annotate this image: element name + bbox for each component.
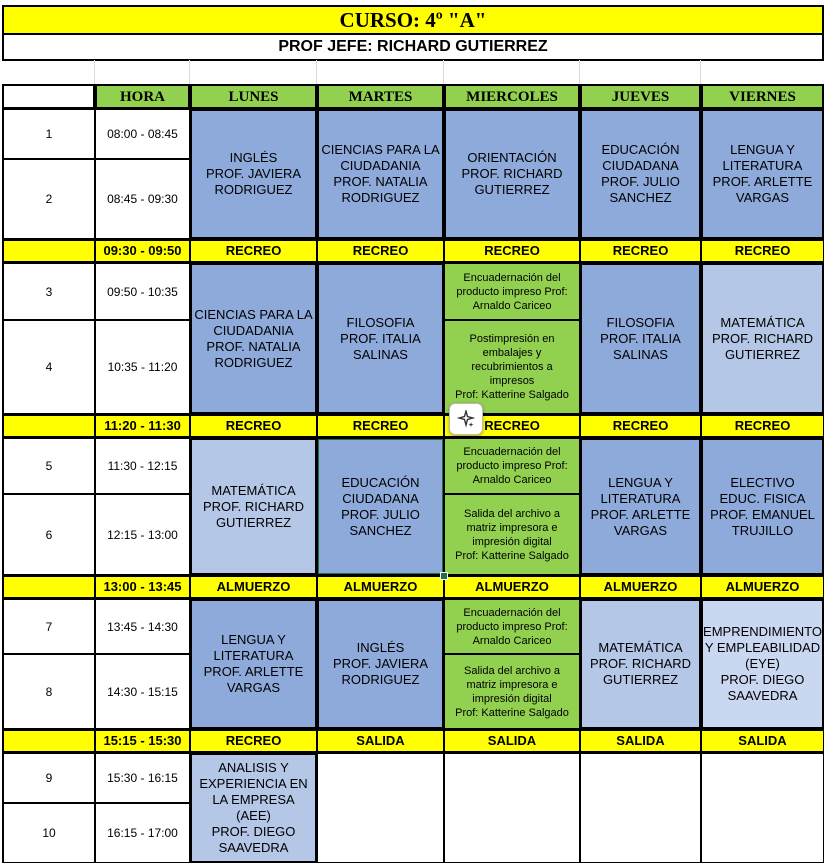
class-block[interactable]: ANALISIS Y EXPERIENCIA EN LA EMPRESA (AEE) PROF. DIEGO SAAVEDRA [190,753,317,863]
empty-cell[interactable] [701,753,824,863]
header-lunes[interactable]: LUNES [190,84,317,109]
empty-cell[interactable] [580,753,701,863]
class-block-workshop[interactable]: Encuadernación del producto impreso Prof: Arnaldo Cariceo [444,438,580,494]
period-time[interactable]: 13:45 - 14:30 [95,599,190,654]
gridline [94,60,95,85]
gridline [443,60,444,85]
gridline [316,60,317,85]
break-label[interactable]: ALMUERZO [317,575,444,599]
period-time[interactable]: 10:35 - 11:20 [95,320,190,414]
period-time[interactable]: 11:30 - 12:15 [95,438,190,494]
header-martes[interactable]: MARTES [317,84,444,109]
class-block[interactable]: FILOSOFIA PROF. ITALIA SALINAS [317,263,444,414]
gridline [579,60,580,85]
break-blank[interactable] [2,414,95,438]
break-label[interactable]: SALIDA [317,729,444,753]
empty-cell[interactable] [317,753,444,863]
break-blank[interactable] [2,239,95,263]
header-viernes[interactable]: VIERNES [701,84,824,109]
class-block[interactable]: CIENCIAS PARA LA CIUDADANIA PROF. NATALIA RODRIGUEZ [190,263,317,414]
sparkle-icon[interactable] [449,403,483,435]
header-jueves[interactable]: JUEVES [580,84,701,109]
head-teacher: PROF JEFE: RICHARD GUTIERREZ [2,33,824,61]
break-blank[interactable] [2,729,95,753]
period-number[interactable]: 3 [2,263,95,320]
course-title: CURSO: 4º "A" [2,5,824,36]
class-block[interactable]: INGLÉS PROF. JAVIERA RODRIGUEZ [190,109,317,239]
period-number[interactable]: 7 [2,599,95,654]
class-block-workshop[interactable]: Salida del archivo a matriz impresora e impresión digital Prof: Katterine Salgado [444,494,580,575]
period-number[interactable]: 8 [2,654,95,729]
class-block[interactable]: EDUCACIÓN CIUDADANA PROF. JULIO SANCHEZ [580,109,701,239]
class-block[interactable]: MATEMÁTICA PROF. RICHARD GUTIERREZ [190,438,317,575]
gridline [189,60,190,85]
period-number[interactable]: 5 [2,438,95,494]
break-label[interactable]: RECREO [580,239,701,263]
class-block[interactable]: CIENCIAS PARA LA CIUDADANIA PROF. NATALIA RODRIGUEZ [317,109,444,239]
break-label[interactable]: RECREO [444,414,580,438]
class-block-workshop[interactable]: Postimpresión en embalajes y recubrimientos a impresos Prof: Katterine Salgado [444,320,580,414]
break-time[interactable]: 09:30 - 09:50 [95,239,190,263]
break-time[interactable]: 15:15 - 15:30 [95,729,190,753]
break-label[interactable]: RECREO [580,414,701,438]
fill-handle[interactable] [440,572,448,580]
break-label[interactable]: SALIDA [444,729,580,753]
header-hora[interactable]: HORA [95,84,190,109]
class-block[interactable]: MATEMÁTICA PROF. RICHARD GUTIERREZ [701,263,824,414]
gridline [700,60,701,85]
header-miercoles[interactable]: MIERCOLES [444,84,580,109]
class-block[interactable]: EMPRENDIMIENTO Y EMPLEABILIDAD (EYE) PROF. DIEGO SAAVEDRA [701,599,824,729]
period-time[interactable]: 09:50 - 10:35 [95,263,190,320]
period-time[interactable]: 12:15 - 13:00 [95,494,190,575]
class-block[interactable]: FILOSOFIA PROF. ITALIA SALINAS [580,263,701,414]
class-block-workshop[interactable]: Salida del archivo a matriz impresora e impresión digital Prof: Katterine Salgado [444,654,580,729]
break-blank[interactable] [2,575,95,599]
empty-cell[interactable] [444,753,580,863]
class-block-selected[interactable]: EDUCACIÓN CIUDADANA PROF. JULIO SANCHEZ [317,438,444,575]
header-blank[interactable] [2,84,95,109]
break-label[interactable]: RECREO [190,239,317,263]
period-number[interactable]: 1 [2,109,95,159]
class-block[interactable]: LENGUA Y LITERATURA PROF. ARLETTE VARGAS [580,438,701,575]
period-number[interactable]: 6 [2,494,95,575]
class-block[interactable]: INGLÉS PROF. JAVIERA RODRIGUEZ [317,599,444,729]
class-block[interactable]: LENGUA Y LITERATURA PROF. ARLETTE VARGAS [701,109,824,239]
period-time[interactable]: 16:15 - 17:00 [95,803,190,863]
class-block[interactable]: ELECTIVO EDUC. FISICA PROF. EMANUEL TRUJILLO [701,438,824,575]
break-label[interactable]: RECREO [317,414,444,438]
break-time[interactable]: 11:20 - 11:30 [95,414,190,438]
break-label[interactable]: RECREO [317,239,444,263]
period-number[interactable]: 10 [2,803,95,863]
period-time[interactable]: 08:00 - 08:45 [95,109,190,159]
period-number[interactable]: 9 [2,753,95,803]
period-number[interactable]: 4 [2,320,95,414]
break-label[interactable]: ALMUERZO [701,575,824,599]
class-block[interactable]: ORIENTACIÓN PROF. RICHARD GUTIERREZ [444,109,580,239]
break-label[interactable]: SALIDA [701,729,824,753]
class-block[interactable]: LENGUA Y LITERATURA PROF. ARLETTE VARGAS [190,599,317,729]
break-label[interactable]: SALIDA [580,729,701,753]
break-label[interactable]: ALMUERZO [190,575,317,599]
break-label[interactable]: RECREO [701,239,824,263]
break-time[interactable]: 13:00 - 13:45 [95,575,190,599]
break-label[interactable]: RECREO [190,414,317,438]
period-time[interactable]: 15:30 - 16:15 [95,753,190,803]
period-number[interactable]: 2 [2,159,95,239]
break-label[interactable]: RECREO [190,729,317,753]
class-block[interactable]: MATEMÁTICA PROF. RICHARD GUTIERREZ [580,599,701,729]
break-label[interactable]: RECREO [701,414,824,438]
period-time[interactable]: 14:30 - 15:15 [95,654,190,729]
class-block-workshop[interactable]: Encuadernación del producto impreso Prof: Arnaldo Cariceo [444,263,580,320]
sparkle-icon [457,410,475,428]
break-label[interactable]: ALMUERZO [444,575,580,599]
break-label[interactable]: RECREO [444,239,580,263]
class-block-workshop[interactable]: Encuadernación del producto impreso Prof: Arnaldo Cariceo [444,599,580,654]
period-time[interactable]: 08:45 - 09:30 [95,159,190,239]
break-label[interactable]: ALMUERZO [580,575,701,599]
